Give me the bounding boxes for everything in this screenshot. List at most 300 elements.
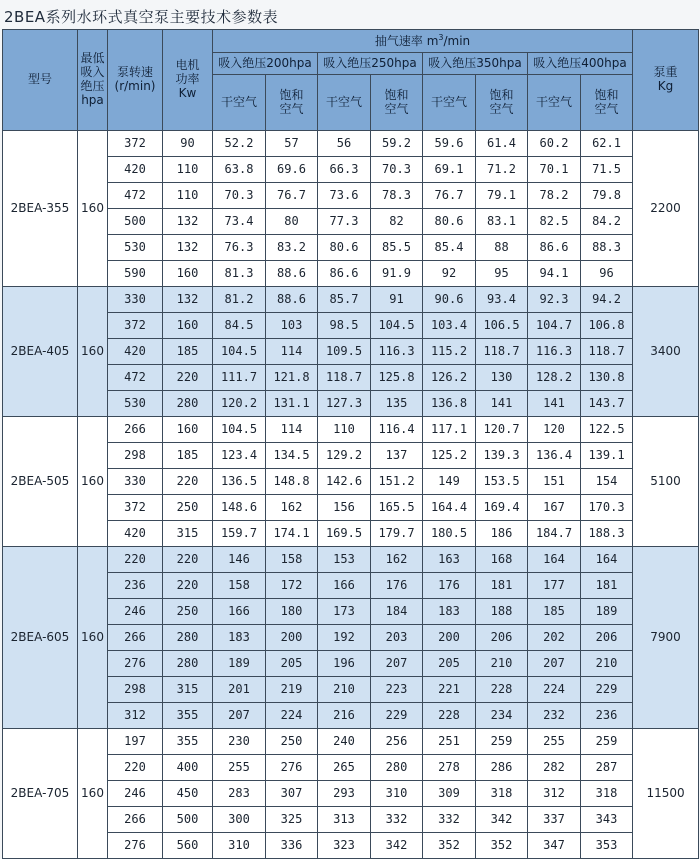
- pumping-rate-cell: 164.4: [423, 495, 476, 521]
- pumping-rate-cell: 337: [528, 807, 581, 833]
- pumping-rate-cell: 163: [423, 547, 476, 573]
- header-model: 型号: [3, 30, 78, 131]
- header-suction-pressure-line: 最低: [80, 51, 105, 66]
- pumping-rate-cell: 149: [423, 469, 476, 495]
- pumping-rate-cell: 169.5: [318, 521, 371, 547]
- table-row: [3, 443, 699, 469]
- pumping-rate-cell: 69.1: [423, 157, 476, 183]
- pumping-rate-cell: 151.2: [371, 469, 423, 495]
- table-row: [3, 599, 699, 625]
- pumping-rate-cell: 77.3: [318, 209, 371, 235]
- motor-power-cell: 160: [163, 417, 213, 443]
- pumping-rate-cell: 210: [581, 651, 633, 677]
- pumping-rate-cell: 66.3: [318, 157, 371, 183]
- table-row: [3, 131, 699, 157]
- pumping-rate-cell: 172: [266, 573, 318, 599]
- motor-power-cell: 280: [163, 625, 213, 651]
- pumping-rate-cell: 69.6: [266, 157, 318, 183]
- pumping-rate-cell: 148.6: [213, 495, 266, 521]
- pumping-rate-cell: 223: [371, 677, 423, 703]
- motor-power-cell: 90: [163, 131, 213, 157]
- suction-pressure-cell: 160: [78, 547, 108, 729]
- motor-power-cell: 315: [163, 521, 213, 547]
- pumping-rate-cell: 168: [476, 547, 528, 573]
- table-row: [3, 183, 699, 209]
- motor-power-cell: 500: [163, 807, 213, 833]
- pumping-rate-cell: 189: [213, 651, 266, 677]
- pumping-rate-cell: 71.2: [476, 157, 528, 183]
- table-row: [3, 365, 699, 391]
- pumping-rate-cell: 61.4: [476, 131, 528, 157]
- pump-weight-cell: 11500: [633, 729, 699, 859]
- spec-table: [2, 29, 699, 859]
- pumping-rate-cell: 86.6: [318, 261, 371, 287]
- table-row: [3, 495, 699, 521]
- pumping-rate-cell: 309: [423, 781, 476, 807]
- table-row: [3, 807, 699, 833]
- header-saturated-air-line: 空气: [489, 101, 514, 116]
- model-cell: 2BEA-505: [3, 417, 78, 547]
- pumping-rate-cell: 85.5: [371, 235, 423, 261]
- pumping-rate-cell: 276: [266, 755, 318, 781]
- table-row: [3, 235, 699, 261]
- pumping-rate-cell: 114: [266, 339, 318, 365]
- header-motor-power-line: 电机: [175, 58, 200, 73]
- pumping-rate-cell: 287: [581, 755, 633, 781]
- pumping-rate-cell: 159.7: [213, 521, 266, 547]
- motor-power-cell: 220: [163, 365, 213, 391]
- motor-power-cell: 400: [163, 755, 213, 781]
- table-row: [3, 521, 699, 547]
- pumping-rate-cell: 117.1: [423, 417, 476, 443]
- pumping-rate-cell: 104.5: [213, 417, 266, 443]
- pumping-rate-cell: 70.1: [528, 157, 581, 183]
- pumping-rate-cell: 88.6: [266, 261, 318, 287]
- pumping-rate-cell: 210: [318, 677, 371, 703]
- pumping-rate-cell: 206: [476, 625, 528, 651]
- header-dry-air: 干空气: [423, 75, 476, 131]
- pumping-rate-cell: 52.2: [213, 131, 266, 157]
- pumping-rate-cell: 130: [476, 365, 528, 391]
- table-row: [3, 781, 699, 807]
- pumping-rate-cell: 141: [528, 391, 581, 417]
- pumping-rate-cell: 95: [476, 261, 528, 287]
- pumping-rate-cell: 103.4: [423, 313, 476, 339]
- pumping-rate-cell: 86.6: [528, 235, 581, 261]
- pumping-rate-cell: 82.5: [528, 209, 581, 235]
- header-saturated-air: [581, 75, 633, 131]
- pump-speed-cell: 530: [108, 391, 163, 417]
- pump-speed-cell: 298: [108, 677, 163, 703]
- pumping-rate-cell: 207: [528, 651, 581, 677]
- pumping-rate-cell: 96: [581, 261, 633, 287]
- pumping-rate-cell: 90.6: [423, 287, 476, 313]
- pump-speed-cell: 197: [108, 729, 163, 755]
- pumping-rate-cell: 73.6: [318, 183, 371, 209]
- pumping-rate-cell: 78.2: [528, 183, 581, 209]
- pumping-rate-cell: 125.2: [423, 443, 476, 469]
- pumping-rate-cell: 347: [528, 833, 581, 859]
- pumping-rate-cell: 224: [528, 677, 581, 703]
- pumping-rate-cell: 59.6: [423, 131, 476, 157]
- pumping-rate-cell: 104.5: [213, 339, 266, 365]
- pumping-rate-cell: 57: [266, 131, 318, 157]
- pump-speed-cell: 266: [108, 625, 163, 651]
- motor-power-cell: 132: [163, 287, 213, 313]
- pumping-rate-cell: 129.2: [318, 443, 371, 469]
- pumping-rate-cell: 62.1: [581, 131, 633, 157]
- pumping-rate-cell: 170.3: [581, 495, 633, 521]
- pump-speed-cell: 298: [108, 443, 163, 469]
- pumping-rate-cell: 118.7: [318, 365, 371, 391]
- model-cell: 2BEA-355: [3, 131, 78, 287]
- pumping-rate-cell: 79.1: [476, 183, 528, 209]
- table-row: [3, 417, 699, 443]
- pumping-rate-cell: 192: [318, 625, 371, 651]
- pump-speed-cell: 236: [108, 573, 163, 599]
- pumping-rate-cell: 91.9: [371, 261, 423, 287]
- pumping-rate-cell: 116.3: [371, 339, 423, 365]
- table-row: [3, 547, 699, 573]
- header-pressure-group: 吸入绝压350hpa: [423, 53, 528, 75]
- pumping-rate-cell: 181: [476, 573, 528, 599]
- pumping-rate-cell: 92.3: [528, 287, 581, 313]
- pumping-rate-cell: 332: [423, 807, 476, 833]
- pumping-rate-cell: 109.5: [318, 339, 371, 365]
- pumping-rate-cell: 343: [581, 807, 633, 833]
- pumping-rate-cell: 82: [371, 209, 423, 235]
- pumping-rate-cell: 98.5: [318, 313, 371, 339]
- header-saturated-air-line: 饱和: [489, 87, 514, 102]
- pumping-rate-cell: 180: [266, 599, 318, 625]
- pumping-rate-cell: 180.5: [423, 521, 476, 547]
- pumping-rate-cell: 224: [266, 703, 318, 729]
- pumping-rate-cell: 166: [318, 573, 371, 599]
- pumping-rate-cell: 134.5: [266, 443, 318, 469]
- pumping-rate-cell: 154: [581, 469, 633, 495]
- pumping-rate-cell: 91: [371, 287, 423, 313]
- motor-power-cell: 132: [163, 235, 213, 261]
- header-pump-speed-label: 泵转速: [116, 65, 153, 80]
- table-row: [3, 625, 699, 651]
- pumping-rate-cell: 143.7: [581, 391, 633, 417]
- pumping-rate-cell: 169.4: [476, 495, 528, 521]
- suction-pressure-cell: 160: [78, 287, 108, 417]
- model-cell: 2BEA-705: [3, 729, 78, 859]
- pumping-rate-cell: 203: [371, 625, 423, 651]
- pumping-rate-cell: 81.3: [213, 261, 266, 287]
- pumping-rate-cell: 283: [213, 781, 266, 807]
- pumping-rate-cell: 342: [371, 833, 423, 859]
- pumping-rate-cell: 85.7: [318, 287, 371, 313]
- pumping-rate-cell: 353: [581, 833, 633, 859]
- pumping-rate-cell: 85.4: [423, 235, 476, 261]
- pumping-rate-cell: 207: [213, 703, 266, 729]
- header-pumping-rate-label: 抽气速率 m: [374, 34, 439, 49]
- table-row: [3, 729, 699, 755]
- pumping-rate-cell: 229: [371, 703, 423, 729]
- table-row: [3, 677, 699, 703]
- motor-power-cell: 250: [163, 599, 213, 625]
- model-cell: 2BEA-605: [3, 547, 78, 729]
- pumping-rate-cell: 104.5: [371, 313, 423, 339]
- pumping-rate-cell: 120.2: [213, 391, 266, 417]
- motor-power-cell: 132: [163, 209, 213, 235]
- motor-power-cell: 250: [163, 495, 213, 521]
- pumping-rate-cell: 121.8: [266, 365, 318, 391]
- pump-speed-cell: 266: [108, 417, 163, 443]
- pumping-rate-cell: 221: [423, 677, 476, 703]
- pumping-rate-cell: 336: [266, 833, 318, 859]
- pumping-rate-cell: 228: [423, 703, 476, 729]
- header-pump-speed: [108, 30, 163, 131]
- pump-weight-cell: 2200: [633, 131, 699, 287]
- header-suction-pressure: [78, 30, 108, 131]
- pumping-rate-cell: 186: [476, 521, 528, 547]
- spec-table-body: [3, 131, 699, 859]
- pumping-rate-cell: 307: [266, 781, 318, 807]
- pumping-rate-cell: 183: [213, 625, 266, 651]
- pump-speed-cell: 420: [108, 339, 163, 365]
- pump-speed-cell: 420: [108, 157, 163, 183]
- pumping-rate-cell: 323: [318, 833, 371, 859]
- motor-power-cell: 160: [163, 313, 213, 339]
- pumping-rate-cell: 93.4: [476, 287, 528, 313]
- motor-power-cell: 450: [163, 781, 213, 807]
- pumping-rate-cell: 81.2: [213, 287, 266, 313]
- pumping-rate-cell: 202: [528, 625, 581, 651]
- motor-power-cell: 280: [163, 391, 213, 417]
- pumping-rate-cell: 228: [476, 677, 528, 703]
- pumping-rate-cell: 310: [371, 781, 423, 807]
- pumping-rate-cell: 118.7: [581, 339, 633, 365]
- pumping-rate-cell: 219: [266, 677, 318, 703]
- header-saturated-air: [266, 75, 318, 131]
- pump-speed-cell: 530: [108, 235, 163, 261]
- pumping-rate-cell: 84.5: [213, 313, 266, 339]
- pumping-rate-cell: 70.3: [213, 183, 266, 209]
- pumping-rate-cell: 88.6: [266, 287, 318, 313]
- pumping-rate-cell: 185: [528, 599, 581, 625]
- pumping-rate-cell: 200: [423, 625, 476, 651]
- header-saturated-air-line: 空气: [384, 101, 409, 116]
- pump-speed-cell: 220: [108, 755, 163, 781]
- motor-power-cell: 355: [163, 729, 213, 755]
- pumping-rate-cell: 176: [423, 573, 476, 599]
- table-row: [3, 573, 699, 599]
- pump-speed-cell: 246: [108, 781, 163, 807]
- pumping-rate-cell: 104.7: [528, 313, 581, 339]
- pumping-rate-cell: 183: [423, 599, 476, 625]
- suction-pressure-cell: 160: [78, 729, 108, 859]
- motor-power-cell: 315: [163, 677, 213, 703]
- pump-speed-cell: 420: [108, 521, 163, 547]
- pumping-rate-cell: 73.4: [213, 209, 266, 235]
- pumping-rate-cell: 201: [213, 677, 266, 703]
- pump-speed-cell: 372: [108, 313, 163, 339]
- header-pump-speed-unit: (r/min): [114, 79, 156, 93]
- header-dry-air: 干空气: [318, 75, 371, 131]
- pumping-rate-cell: 265: [318, 755, 371, 781]
- pumping-rate-cell: 280: [371, 755, 423, 781]
- header-pumping-rate-sup: 3: [438, 33, 444, 43]
- pumping-rate-cell: 173: [318, 599, 371, 625]
- table-row: [3, 755, 699, 781]
- table-row: [3, 391, 699, 417]
- pumping-rate-cell: 167: [528, 495, 581, 521]
- header-motor-power: [163, 30, 213, 131]
- page-title: 2BEA系列水环式真空泵主要技术参数表: [4, 8, 279, 26]
- pumping-rate-cell: 137: [371, 443, 423, 469]
- pumping-rate-cell: 70.3: [371, 157, 423, 183]
- pumping-rate-cell: 312: [528, 781, 581, 807]
- header-dry-air: 干空气: [528, 75, 581, 131]
- pumping-rate-cell: 88: [476, 235, 528, 261]
- model-cell: 2BEA-405: [3, 287, 78, 417]
- pumping-rate-cell: 251: [423, 729, 476, 755]
- suction-pressure-cell: 160: [78, 131, 108, 287]
- header-suction-pressure-line: 吸入: [80, 65, 105, 80]
- pumping-rate-cell: 136.8: [423, 391, 476, 417]
- pumping-rate-cell: 111.7: [213, 365, 266, 391]
- header-pressure-group: 吸入绝压250hpa: [318, 53, 423, 75]
- pumping-rate-cell: 122.5: [581, 417, 633, 443]
- pump-speed-cell: 266: [108, 807, 163, 833]
- pumping-rate-cell: 332: [371, 807, 423, 833]
- header-saturated-air-line: 饱和: [279, 87, 304, 102]
- pumping-rate-cell: 164: [581, 547, 633, 573]
- header-saturated-air-line: 空气: [279, 101, 304, 116]
- pumping-rate-cell: 256: [371, 729, 423, 755]
- suction-pressure-cell: 160: [78, 417, 108, 547]
- pumping-rate-cell: 282: [528, 755, 581, 781]
- pumping-rate-cell: 80.6: [318, 235, 371, 261]
- header-saturated-air-line: 饱和: [594, 87, 619, 102]
- pumping-rate-cell: 166: [213, 599, 266, 625]
- header-weight-unit: Kg: [657, 79, 674, 93]
- table-row: [3, 157, 699, 183]
- motor-power-cell: 185: [163, 443, 213, 469]
- pumping-rate-cell: 63.8: [213, 157, 266, 183]
- pumping-rate-cell: 146: [213, 547, 266, 573]
- pumping-rate-cell: 236: [581, 703, 633, 729]
- pumping-rate-cell: 116.3: [528, 339, 581, 365]
- pumping-rate-cell: 59.2: [371, 131, 423, 157]
- pumping-rate-cell: 207: [371, 651, 423, 677]
- pumping-rate-cell: 293: [318, 781, 371, 807]
- pump-weight-cell: 3400: [633, 287, 699, 417]
- pumping-rate-cell: 135: [371, 391, 423, 417]
- pumping-rate-cell: 76.7: [266, 183, 318, 209]
- pumping-rate-cell: 148.8: [266, 469, 318, 495]
- pumping-rate-cell: 76.3: [213, 235, 266, 261]
- pumping-rate-cell: 156: [318, 495, 371, 521]
- pumping-rate-cell: 139.1: [581, 443, 633, 469]
- pumping-rate-cell: 151: [528, 469, 581, 495]
- pumping-rate-cell: 141: [476, 391, 528, 417]
- pumping-rate-cell: 71.5: [581, 157, 633, 183]
- pump-weight-cell: 7900: [633, 547, 699, 729]
- header-saturated-air-line: 空气: [594, 101, 619, 116]
- motor-power-cell: 220: [163, 573, 213, 599]
- pumping-rate-cell: 188.3: [581, 521, 633, 547]
- pump-weight-cell: 5100: [633, 417, 699, 547]
- pumping-rate-cell: 162: [266, 495, 318, 521]
- table-row: [3, 469, 699, 495]
- table-row: [3, 313, 699, 339]
- pumping-rate-cell: 79.8: [581, 183, 633, 209]
- pumping-rate-cell: 136.4: [528, 443, 581, 469]
- pump-speed-cell: 312: [108, 703, 163, 729]
- motor-power-cell: 220: [163, 547, 213, 573]
- pumping-rate-cell: 83.1: [476, 209, 528, 235]
- pumping-rate-cell: 139.3: [476, 443, 528, 469]
- pumping-rate-cell: 196: [318, 651, 371, 677]
- pumping-rate-cell: 232: [528, 703, 581, 729]
- motor-power-cell: 220: [163, 469, 213, 495]
- pumping-rate-cell: 342: [476, 807, 528, 833]
- pumping-rate-cell: 352: [476, 833, 528, 859]
- pumping-rate-cell: 80: [266, 209, 318, 235]
- pumping-rate-cell: 110: [318, 417, 371, 443]
- pump-speed-cell: 220: [108, 547, 163, 573]
- pumping-rate-cell: 80.6: [423, 209, 476, 235]
- pumping-rate-cell: 120.7: [476, 417, 528, 443]
- pumping-rate-cell: 278: [423, 755, 476, 781]
- pumping-rate-cell: 164: [528, 547, 581, 573]
- pumping-rate-cell: 165.5: [371, 495, 423, 521]
- pump-speed-cell: 330: [108, 287, 163, 313]
- pump-speed-cell: 330: [108, 469, 163, 495]
- table-row: [3, 651, 699, 677]
- pumping-rate-cell: 83.2: [266, 235, 318, 261]
- pumping-rate-cell: 177: [528, 573, 581, 599]
- pumping-rate-cell: 216: [318, 703, 371, 729]
- header-saturated-air-line: 饱和: [384, 87, 409, 102]
- pumping-rate-cell: 115.2: [423, 339, 476, 365]
- pumping-rate-cell: 318: [476, 781, 528, 807]
- header-motor-power-unit: Kw: [178, 85, 197, 100]
- pumping-rate-cell: 240: [318, 729, 371, 755]
- pumping-rate-cell: 210: [476, 651, 528, 677]
- header-suction-pressure-line: 绝压: [80, 79, 105, 93]
- pump-speed-cell: 500: [108, 209, 163, 235]
- pumping-rate-cell: 125.8: [371, 365, 423, 391]
- pumping-rate-cell: 184.7: [528, 521, 581, 547]
- pumping-rate-cell: 184: [371, 599, 423, 625]
- pumping-rate-cell: 128.2: [528, 365, 581, 391]
- pumping-rate-cell: 259: [476, 729, 528, 755]
- header-suction-pressure-unit: hpa: [81, 92, 104, 107]
- pumping-rate-cell: 103: [266, 313, 318, 339]
- pump-speed-cell: 590: [108, 261, 163, 287]
- header-weight-label: 泵重: [653, 65, 678, 80]
- pumping-rate-cell: 76.7: [423, 183, 476, 209]
- pumping-rate-cell: 120: [528, 417, 581, 443]
- pumping-rate-cell: 300: [213, 807, 266, 833]
- pumping-rate-cell: 255: [213, 755, 266, 781]
- table-row: [3, 287, 699, 313]
- pumping-rate-cell: 60.2: [528, 131, 581, 157]
- pumping-rate-cell: 230: [213, 729, 266, 755]
- pumping-rate-cell: 174.1: [266, 521, 318, 547]
- pumping-rate-cell: 352: [423, 833, 476, 859]
- pumping-rate-cell: 106.8: [581, 313, 633, 339]
- pumping-rate-cell: 114: [266, 417, 318, 443]
- motor-power-cell: 185: [163, 339, 213, 365]
- pumping-rate-cell: 200: [266, 625, 318, 651]
- table-row: [3, 261, 699, 287]
